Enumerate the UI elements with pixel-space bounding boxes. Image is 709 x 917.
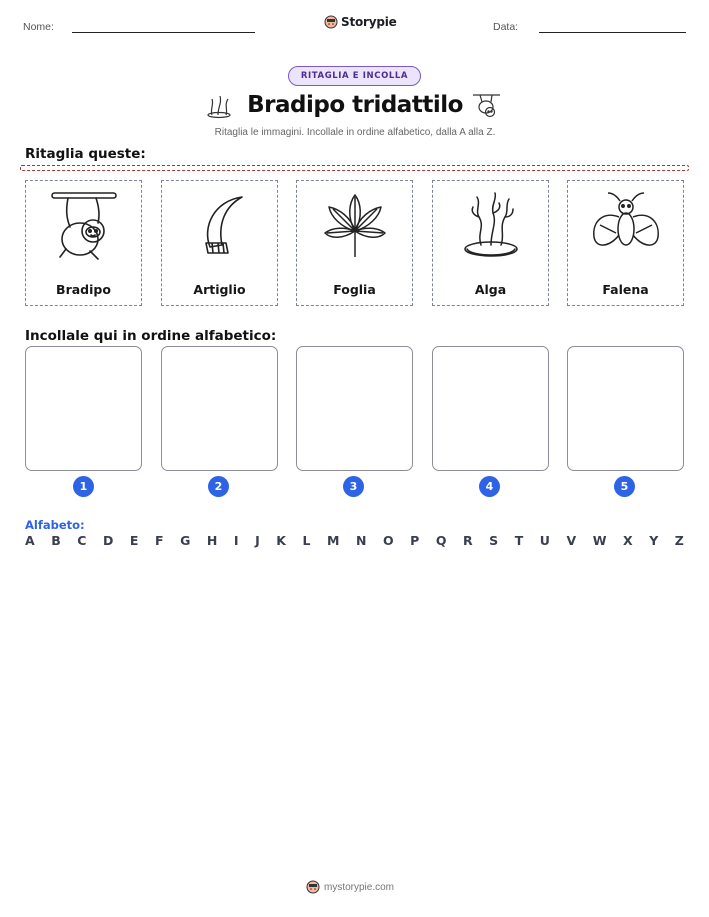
brand-logo — [324, 15, 397, 29]
paste-heading: Incollale qui in ordine alfabetico: — [25, 328, 277, 344]
alphabet-letter: J — [255, 533, 260, 548]
alphabet-letter: I — [233, 533, 239, 548]
cut-card-leaf[interactable] — [296, 180, 413, 306]
seaweed-icon — [451, 187, 531, 267]
cut-card-moth[interactable] — [567, 180, 684, 306]
alphabet-letter: B — [51, 533, 61, 548]
alphabet-label: Alfabeto: — [25, 518, 85, 532]
paste-slot-1[interactable] — [25, 346, 142, 471]
brand-name: Storypie — [341, 15, 397, 29]
alphabet-letter: M — [326, 533, 340, 548]
alphabet-row — [25, 533, 684, 548]
sloth-icon — [470, 90, 504, 120]
alphabet-letter: R — [463, 533, 473, 548]
paste-slot-2[interactable] — [161, 346, 278, 471]
alphabet-letter: D — [103, 533, 114, 548]
alphabet-letter: Z — [674, 533, 684, 548]
alphabet-letter: U — [539, 533, 550, 548]
alphabet-letter: W — [592, 533, 607, 548]
slot-number-5: 5 — [614, 476, 635, 497]
card-label: Falena — [602, 282, 649, 297]
footer — [306, 880, 394, 894]
moth-icon — [586, 187, 666, 267]
alphabet-letter: G — [180, 533, 191, 548]
activity-badge: RITAGLIA E INCOLLA — [288, 66, 421, 86]
alphabet-letter: N — [355, 533, 367, 548]
slot-number-1: 1 — [73, 476, 94, 497]
alphabet-letter: T — [514, 533, 524, 548]
slot-number-2: 2 — [208, 476, 229, 497]
name-label: Nome: — [23, 21, 54, 33]
alphabet-letter: O — [382, 533, 394, 548]
date-label: Data: — [493, 21, 519, 33]
cut-card-seaweed[interactable] — [432, 180, 549, 306]
cut-heading: Ritaglia queste: — [25, 146, 146, 162]
alphabet-letter: F — [155, 533, 164, 548]
cut-line — [20, 165, 689, 171]
slot-number-4: 4 — [479, 476, 500, 497]
slot-number-3: 3 — [343, 476, 364, 497]
card-label: Foglia — [333, 282, 376, 297]
alphabet-letter: A — [25, 533, 35, 548]
date-line[interactable] — [539, 32, 686, 33]
alphabet-letter: Q — [435, 533, 447, 548]
instructions: Ritaglia le immagini. Incollale in ordine alfabetico, dalla A alla Z. — [214, 127, 496, 138]
sloth-icon — [44, 187, 124, 267]
alphabet-letter: S — [489, 533, 499, 548]
paste-slot-5[interactable] — [567, 346, 684, 471]
cut-card-claw[interactable] — [161, 180, 278, 306]
card-label: Alga — [474, 282, 507, 297]
leaf-icon — [315, 187, 395, 267]
alphabet-letter: V — [566, 533, 577, 548]
paste-slot-4[interactable] — [432, 346, 549, 471]
name-line[interactable] — [72, 32, 255, 33]
claw-icon — [180, 187, 260, 267]
alphabet-letter: Y — [649, 533, 659, 548]
paste-slot-3[interactable] — [296, 346, 413, 471]
alphabet-letter: P — [410, 533, 420, 548]
cut-card-sloth[interactable] — [25, 180, 142, 306]
page-title: Bradipo tridattilo — [247, 92, 463, 118]
alphabet-letter: L — [302, 533, 311, 548]
storypie-mascot-icon — [324, 15, 338, 29]
card-label: Bradipo — [56, 282, 111, 297]
alphabet-letter: E — [129, 533, 139, 548]
footer-url[interactable]: mystorypie.com — [324, 881, 395, 893]
storypie-mascot-icon — [306, 880, 320, 894]
card-label: Artiglio — [193, 282, 246, 297]
alphabet-letter: H — [206, 533, 218, 548]
alphabet-letter: C — [77, 533, 87, 548]
alphabet-letter: K — [276, 533, 286, 548]
alphabet-letter: X — [623, 533, 633, 548]
